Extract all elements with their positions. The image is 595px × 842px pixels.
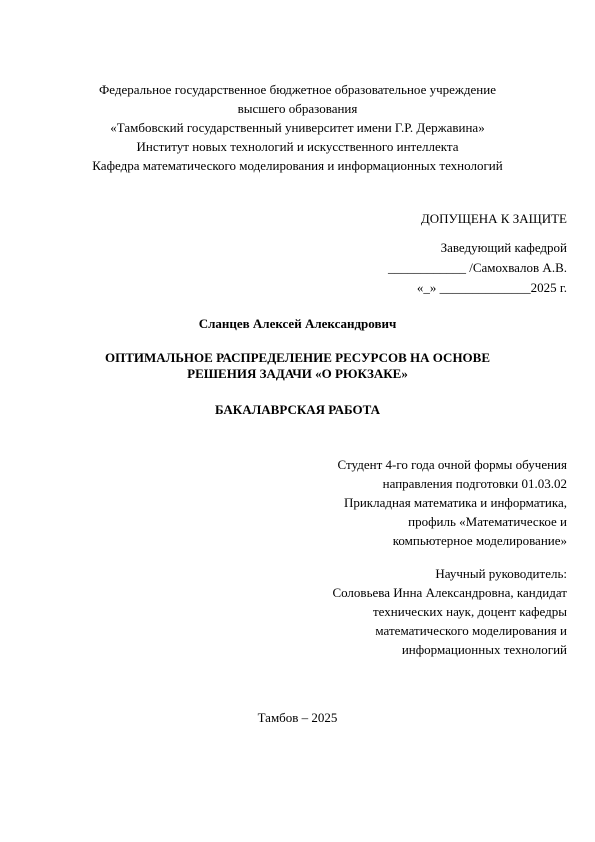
supervisor-line-1: Соловьева Инна Александровна, кандидат <box>332 585 567 600</box>
university-name: «Тамбовский государственный университет имени Г.Р. Державина» <box>110 120 485 135</box>
supervisor-label: Научный руководитель: <box>435 566 567 581</box>
student-info-line-5: компьютерное моделирование» <box>392 533 567 548</box>
institute-name: Институт новых технологий и искусственного интеллекта <box>136 139 459 154</box>
student-info-line-2: направления подготовки 01.03.02 <box>382 476 567 491</box>
student-info-line-1: Студент 4-го года очной формы обучения <box>337 457 567 472</box>
institution-line-1: Федеральное государственное бюджетное образовательное учреждение <box>99 82 496 97</box>
student-info-line-4: профиль «Математическое и <box>408 514 567 529</box>
author-name: Сланцев Алексей Александрович <box>198 316 397 331</box>
student-info-line-3: Прикладная математика и информатика, <box>343 495 567 510</box>
city-year: Тамбов – 2025 <box>257 710 338 725</box>
institution-line-2: высшего образования <box>237 101 358 116</box>
supervisor-line-4: информационных технологий <box>401 642 567 657</box>
approval-position: Заведующий кафедрой <box>440 240 567 255</box>
supervisor-line-2: технических наук, доцент кафедры <box>373 604 567 619</box>
thesis-title-line-1: ОПТИМАЛЬНОЕ РАСПРЕДЕЛЕНИЕ РЕСУРСОВ НА ОСНОВЕ <box>104 350 491 365</box>
department-name: Кафедра математического моделирования и информационных технологий <box>92 158 503 173</box>
approval-title: ДОПУЩЕНА К ЗАЩИТЕ <box>420 211 567 226</box>
work-type: БАКАЛАВРСКАЯ РАБОТА <box>214 402 380 417</box>
approval-signature-line: ____________ /Самохвалов А.В. <box>388 260 567 275</box>
supervisor-line-3: математического моделирования и <box>375 623 567 638</box>
approval-date-line: «_» ______________2025 г. <box>416 280 567 295</box>
thesis-title-line-2: РЕШЕНИЯ ЗАДАЧИ «О РЮКЗАКЕ» <box>187 366 408 381</box>
